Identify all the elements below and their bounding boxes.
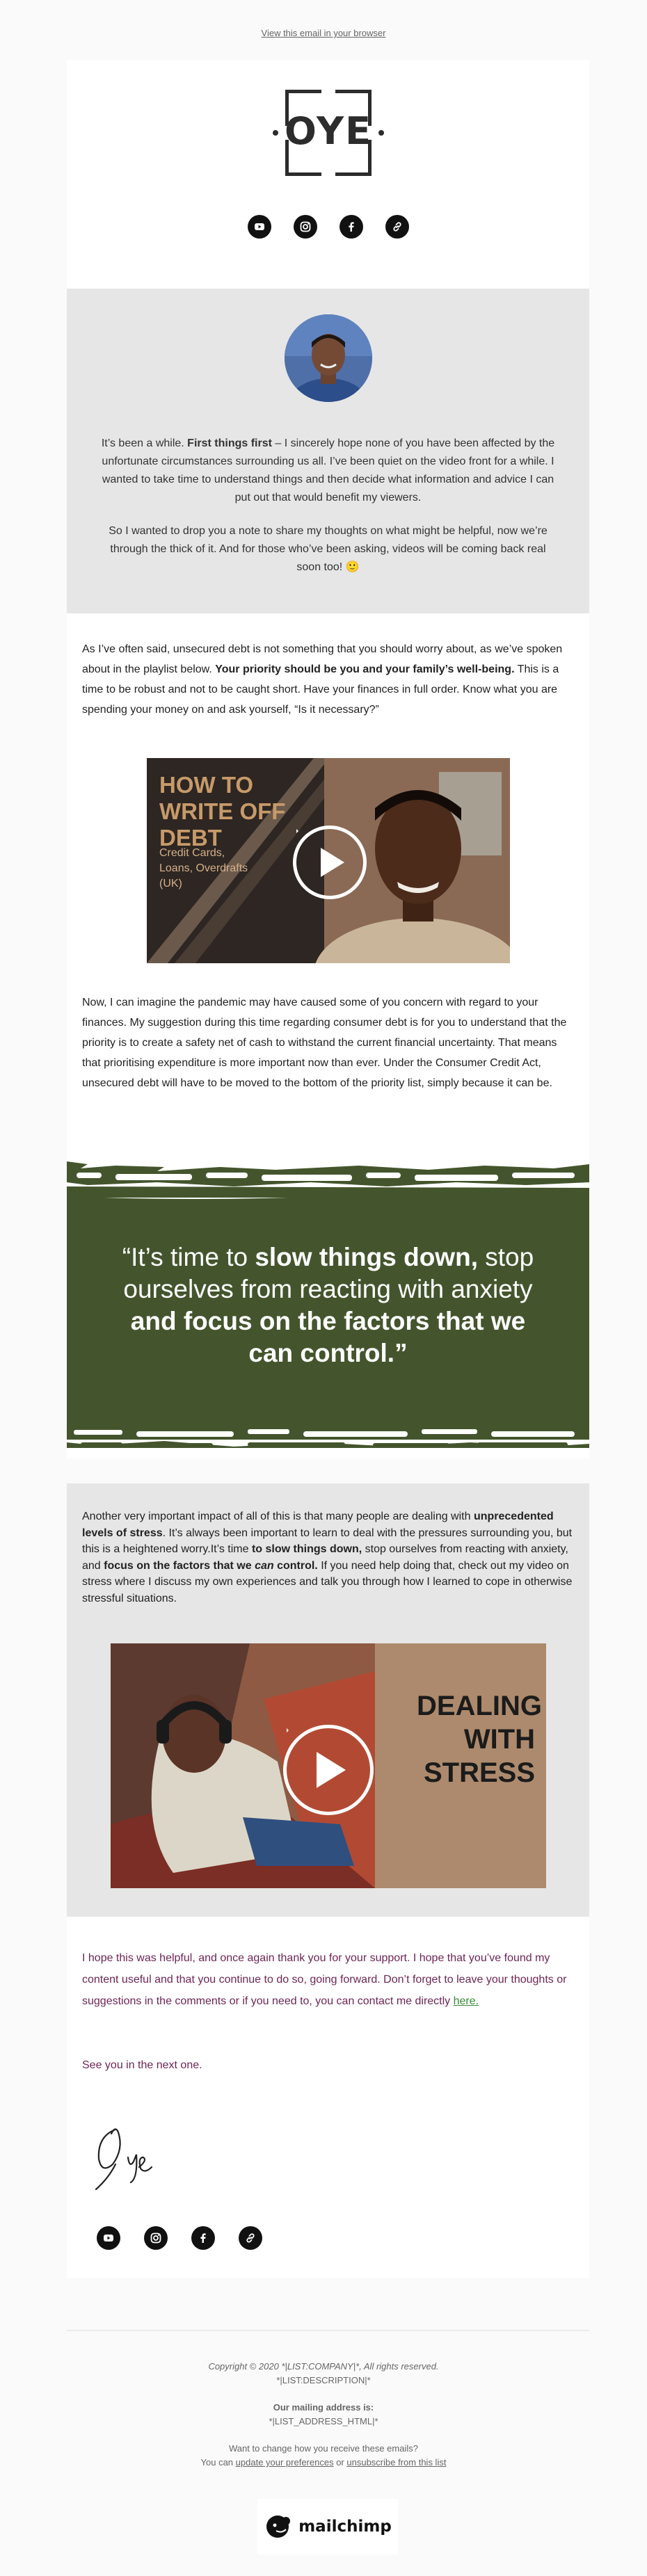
copyright-text: Copyright © 2020 *|LIST:COMPANY|*, All rights reserved. bbox=[208, 2361, 439, 2372]
intro-section bbox=[67, 289, 589, 613]
stress-video-title: DEALING WITH STRESS bbox=[417, 1691, 542, 1788]
header-card bbox=[67, 60, 589, 289]
mailchimp-wordmark: mailchimp bbox=[298, 2518, 392, 2536]
facebook-icon[interactable] bbox=[340, 215, 363, 239]
play-triangle bbox=[321, 848, 344, 877]
play-triangle bbox=[317, 1752, 346, 1788]
mailchimp-badge[interactable] bbox=[257, 2499, 398, 2554]
stress-video-thumbnail[interactable] bbox=[111, 1643, 546, 1888]
header-social-links bbox=[237, 215, 420, 239]
mailing-address-label: Our mailing address is: bbox=[273, 2402, 374, 2413]
contact-here-link[interactable]: here. bbox=[453, 1995, 479, 2007]
change-preferences-question: Want to change how you receive these emails? bbox=[229, 2443, 418, 2454]
debt-paragraph-1: As I’ve often said, unsecured debt is not something that you should worry about, as we’ve spoken about in the playlist below. Your priority should be you and your family’s well-being. This is a time to be robust and not to be caught short. Have your finances in full order. Know what you are spending your money on and ask yourself, “Is it necessary?” bbox=[82, 643, 563, 716]
debt-paragraph-2: Now, I can imagine the pandemic may have caused some of you concern with regard to your finances. My suggestion during this time regarding consumer debt is for you to understand that the priority is to create a safety net of cash to withstand the current financial uncertainty. That means that prioritising expenditure is more important now than ever. Under the Consumer Credit Act, unsecured debt will have to be moved to the bottom of the priority list, simply because it can be. bbox=[82, 997, 567, 1089]
debt-video-subtitle: Credit Cards, Loans, Overdrafts (UK) bbox=[159, 847, 248, 889]
unsubscribe-link[interactable]: unsubscribe from this list bbox=[346, 2457, 447, 2468]
stress-paragraph: Another very important impact of all of this is that many people are dealing with unprecedented levels of stress. It’s always been important to learn to deal with the pressures surrounding you, but this is a heightened worry.It’s time to slow things down, stop ourselves from reacting with anxiety, and focus on the factors that we can control. If you need help doing that, check out my video on stress where I discuss my own experiences and talk you through how I learned to cope in otherwise stressful situations. bbox=[82, 1511, 573, 1604]
preferences-line: You can update your preferences or unsubscribe from this list bbox=[200, 2457, 447, 2468]
intro-paragraph-2: So I wanted to drop you a note to share my thoughts on what might be helpful, now we’re through the thick of it. And for those who’ve been asking, videos will be coming back real soon too! 🙂 bbox=[109, 525, 548, 573]
quote-banner bbox=[67, 1161, 589, 1458]
play-icon[interactable] bbox=[283, 1725, 374, 1815]
oye-logo bbox=[273, 77, 384, 188]
logo-text: OYE bbox=[285, 109, 372, 153]
youtube-icon[interactable] bbox=[97, 2226, 120, 2250]
play-icon[interactable] bbox=[293, 826, 367, 899]
closing-section bbox=[67, 1917, 589, 2278]
facebook-icon[interactable] bbox=[191, 2226, 215, 2250]
update-preferences-link[interactable]: update your preferences bbox=[235, 2457, 334, 2468]
debt-video-thumbnail[interactable] bbox=[147, 758, 510, 963]
link-icon[interactable] bbox=[239, 2226, 262, 2250]
list-description: *|LIST:DESCRIPTION|* bbox=[276, 2375, 371, 2385]
smile-emoji: 🙂 bbox=[345, 561, 360, 573]
youtube-icon[interactable] bbox=[248, 215, 271, 239]
author-avatar bbox=[285, 314, 372, 402]
mailchimp-icon bbox=[264, 2511, 294, 2542]
footer-divider bbox=[67, 2330, 589, 2331]
mailing-address: *|LIST_ADDRESS_HTML|* bbox=[269, 2416, 378, 2426]
debt-video-title: HOW TO WRITE OFF DEBT bbox=[159, 772, 286, 851]
view-in-browser-link[interactable]: View this email in your browser bbox=[261, 28, 386, 38]
link-icon[interactable] bbox=[385, 215, 409, 239]
quote-text: “It’s time to slow things down, stop ourselves from reacting with anxiety and focus on the factors that we can control.” bbox=[122, 1243, 534, 1367]
instagram-icon[interactable] bbox=[144, 2226, 168, 2250]
instagram-icon[interactable] bbox=[294, 215, 317, 239]
intro-paragraph-1: It’s been a while. First things first – I sincerely hope none of you have been affected by the unfortunate circumstances surrounding us all. I’ve been quiet on the video front for a while. I wanted to take time to understand things and then decide what information and advice I can put out that would benefit my viewers. bbox=[101, 437, 555, 504]
footer-social-links bbox=[88, 2226, 274, 2250]
signature bbox=[88, 2116, 164, 2199]
see-you-text: See you in the next one. bbox=[82, 2059, 202, 2071]
stress-section bbox=[67, 1483, 589, 1917]
closing-paragraph: I hope this was helpful, and once again thank you for your support. I hope that you’ve found my content useful and that you continue to do so, going forward. Don’t forget to leave your thoughts or suggestions in the comments or if you need to, you can contact me directly here. bbox=[82, 1952, 567, 2007]
